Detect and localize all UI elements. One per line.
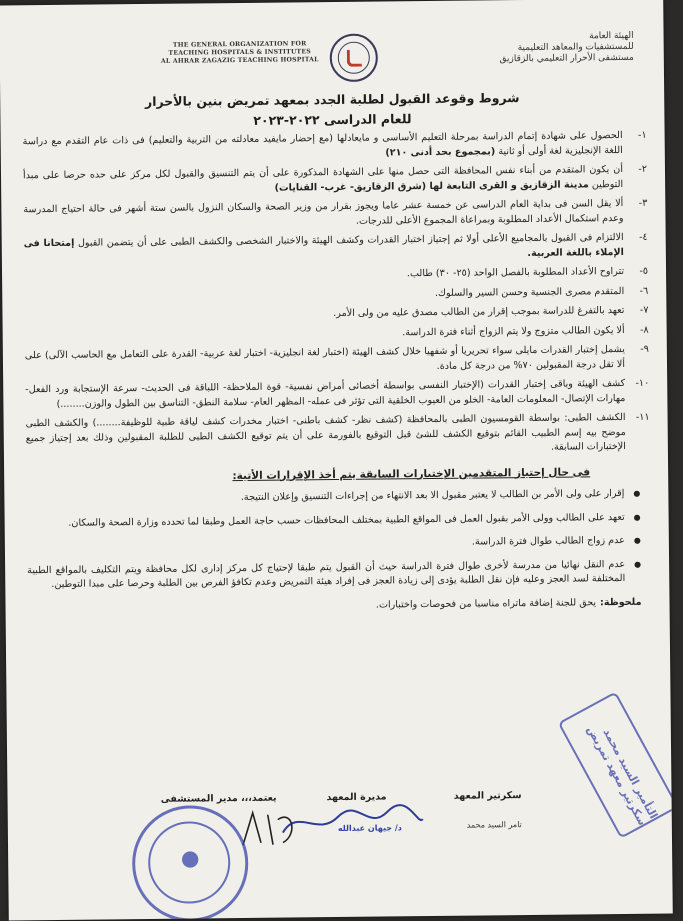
note bbox=[27, 595, 641, 616]
condition-number: ٣- bbox=[638, 197, 648, 209]
condition-bold: إمتحانا فى الإملاء باللغة العربية. bbox=[23, 237, 624, 259]
condition-text bbox=[24, 265, 624, 286]
condition-text bbox=[24, 231, 624, 266]
note-label: ملحوظة: bbox=[599, 596, 642, 608]
director-title: مديرة المعهد bbox=[326, 791, 387, 804]
condition-item bbox=[23, 197, 647, 233]
condition-text bbox=[25, 377, 625, 412]
section-title: فى حال إجتياز المتقدمين الإختبارات السابقة يتم أخذ الإقرارات الأتية: bbox=[232, 465, 591, 482]
condition-number: ٧- bbox=[639, 304, 649, 316]
condition-text bbox=[23, 129, 623, 164]
condition-bold: (بمجموع بحد أدنى ٢١٠) bbox=[385, 145, 496, 158]
condition-body: المتقدم مصرى الجنسية وحسن السير والسلوك. bbox=[434, 285, 625, 299]
condition-item bbox=[24, 304, 648, 325]
condition-text bbox=[23, 163, 623, 198]
signature-block bbox=[8, 789, 673, 916]
condition-item bbox=[24, 231, 648, 267]
bullet-icon: ● bbox=[633, 512, 641, 522]
bullet-icon: ● bbox=[634, 559, 642, 569]
condition-item bbox=[24, 284, 648, 305]
en-line-1: THE GENERAL ORGANIZATION FOR bbox=[172, 40, 307, 49]
condition-body: الالتزام فى القبول بالمجاميع الأعلى أولا ثم إجتياز اختبار القدرات وكشف الهيئة والاختبار الشخصى والكشف الطبى على أن يتضمن القبول bbox=[77, 231, 624, 249]
acknowledgment-text: إقرار على ولى الأمر بن الطالب لا يعتبر مقبول الا بعد الانتهاء من إجراءات التنسيق وإعلان النتيجة. bbox=[240, 487, 625, 503]
acknowledgment-item bbox=[27, 557, 641, 592]
condition-number: ٨- bbox=[639, 324, 649, 336]
eagle-seal-icon bbox=[177, 844, 203, 874]
condition-number: ١١- bbox=[635, 411, 650, 423]
secretary-title: سكرتير المعهد bbox=[453, 790, 522, 802]
ar-line-2: للمستشفيات والمعاهد التعليمية bbox=[517, 41, 634, 54]
condition-item bbox=[23, 129, 647, 165]
condition-body: تعهد بالتفرغ للدراسة بموجب إقرار من الطالب مصدق عليه من ولى الأمر. bbox=[333, 304, 625, 320]
ar-line-3: مستشفى الأحرار التعليمي بالزقازيق bbox=[499, 52, 634, 65]
condition-item bbox=[26, 411, 650, 461]
round-stamp bbox=[132, 805, 249, 921]
condition-body: الكشف الطبى: بواسطة القومسيون الطبى بالمحافظة (كشف نظر- كشف باطنى- اختبار مخدرات كشف لياقة طبية للوظيفة........) والكشف الطبى موضح بيه إسم الطبيب القائم بتوقيع الكشف للشئ قبل التوقيع بالفورمة على أن يتم توقيع الكشف الطبى للطلبة المقبولين وذلك بعد إجتياز جميع الإختبارات السابقة. bbox=[25, 411, 626, 453]
acknowledgment-text: عدم زواج الطالب طوال فترة الدراسة. bbox=[471, 534, 625, 548]
acknowledgment-text: عدم النقل نهائيا من مدرسة لأخرى طوال فترة الدراسة حيث أن القبول يتم طبقا لإحتياج كل مركز إدارى لكل محافظة ويتم التكليف بالمواقع الطبية المختلفة لسد العجز وعليه فإن نقل الطلبة يؤدى إلى زيادة العجز فى إفراد هيئة التمريض وعدم تكافؤ الفرص بين الطلبة وحرصا على مبدا التوطين. bbox=[27, 558, 626, 590]
english-letterhead bbox=[140, 40, 340, 66]
condition-number: ٢- bbox=[638, 163, 648, 175]
director-name: د/ جيهان عبدالله bbox=[337, 823, 402, 834]
acknowledgment-text: تعهد على الطالب وولى الأمر بقبول العمل فى المواقع الطبية بمختلف المحافظات حسب حاجة العمل وطبقا لما تحدده وزارة الصحة والسكان. bbox=[68, 511, 625, 529]
condition-bold: مدينة الزقازيق و القرى التابعة لها (شرق الزقازيق- غرب- القنايات) bbox=[274, 178, 589, 194]
condition-number: ٦- bbox=[639, 285, 649, 297]
condition-body: يشمل إختبار القدرات مايلى سواء تحريريا أو شفهيا خلال كشف الهيئة (اختبار لغة انجليزية- اختبار لغة عربية- القدرة على التعامل مع الحاسب الآلى) على ألا تقل درجة المقبولين ٧٠% من درجة كل مادة. bbox=[24, 343, 626, 372]
hospital-logo-icon bbox=[330, 34, 379, 83]
arabic-letterhead bbox=[464, 31, 634, 66]
condition-text bbox=[25, 323, 625, 344]
condition-text bbox=[24, 304, 624, 325]
bullet-icon: ● bbox=[633, 535, 641, 545]
condition-body: أن يكون المتقدم من أبناء نفس المحافظة التى حصل منها على الشهادة المذكورة على أن يتم التنسيق والقبول لكل مركز على حده حرصا على مبدأ التوطين bbox=[22, 163, 624, 190]
approve-title: يعتمد،،، مدير المستشفى bbox=[160, 792, 277, 805]
condition-body: كشف الهيئة وباقى إختبار القدرات (الإختبار النفسى بواسطة أخصائى أمراض نفسية- قوة الملاحظة- اللباقة فى الحديث- سرعة الإستجابة ورد الفعل- مهارات الإتصال- المعلومات العامة- الخلو من العيوب الخلقية التى تؤثر فى عمله- المظهر العام- سلامة النطق- التناسق بين الطول والوزن........) bbox=[25, 377, 626, 410]
bullet-icon: ● bbox=[633, 488, 641, 498]
condition-body: تتراوح الأعداد المطلوبة بالفصل الواحد (٢٥- ٣٠) طالب. bbox=[406, 265, 625, 280]
condition-body: ألا يكون الطالب متزوج ولا يتم الزواج أثناء فترة الدراسة. bbox=[402, 324, 625, 338]
title-line-1: شروط وقوعد القبول لطلبة الجدد بمعهد تمريض بنين بالأحرار bbox=[144, 90, 520, 109]
condition-number: ١٠- bbox=[635, 377, 650, 389]
en-line-3: AL AHRAR ZAGAZIG TEACHING HOSPITAL bbox=[160, 56, 319, 65]
condition-text bbox=[26, 411, 626, 461]
conditions-list bbox=[23, 129, 652, 617]
condition-text bbox=[25, 343, 625, 378]
acknowledgment-item bbox=[27, 510, 641, 531]
condition-item bbox=[23, 163, 647, 199]
document-title bbox=[40, 87, 624, 132]
condition-number: ٩- bbox=[640, 343, 649, 355]
ar-line-1: الهيئة العامة bbox=[589, 30, 634, 42]
condition-body: ألا يقل السن فى بداية العام الدراسى عن خمسة عشر عاما ويجوز بقرار من وزير الصحة والسكان النزول بالسن ستة أشهر فى حالة احتياج المدرسة وعدم استكمال الأعداد المطلوبة وبمراعاة المجموع الأعلى للدرجات. bbox=[23, 197, 624, 227]
condition-number: ٤- bbox=[639, 231, 648, 243]
condition-item bbox=[25, 343, 649, 379]
condition-text bbox=[23, 197, 623, 232]
title-line-2: للعام الدراسى ٢٠٢٢-٢٠٢٣ bbox=[253, 111, 412, 128]
en-line-2: TEACHING HOSPITALS & INSTITUTES bbox=[168, 48, 311, 57]
acknowledgment-item bbox=[26, 487, 640, 508]
condition-body: الحصول على شهادة إتمام الدراسة بمرحلة التعليم الأساسى و مايعادلها (مع إحضار مايفيد معادلته من التربية والتعليم) فى ذات عام التقدم مع دراسة اللغة الإنجليزية لغة أولى أو ثانية bbox=[22, 129, 623, 157]
condition-item bbox=[25, 323, 649, 344]
condition-number: ١- bbox=[637, 129, 647, 141]
letterhead bbox=[0, 27, 664, 94]
condition-item bbox=[25, 377, 649, 413]
condition-number: ٥- bbox=[639, 265, 649, 277]
secretary-name: تامر السيد محمد bbox=[466, 820, 522, 830]
acknowledgment-item bbox=[27, 534, 641, 555]
condition-item bbox=[24, 265, 648, 286]
rect-stamp-text: التأمير السيد محمد سكرتير معهد تمريض bbox=[584, 723, 661, 828]
note-text: يحق للجنة إضافة ماتراه مناسبا من فحوصات واختبارات. bbox=[375, 596, 597, 611]
condition-text bbox=[24, 284, 624, 305]
